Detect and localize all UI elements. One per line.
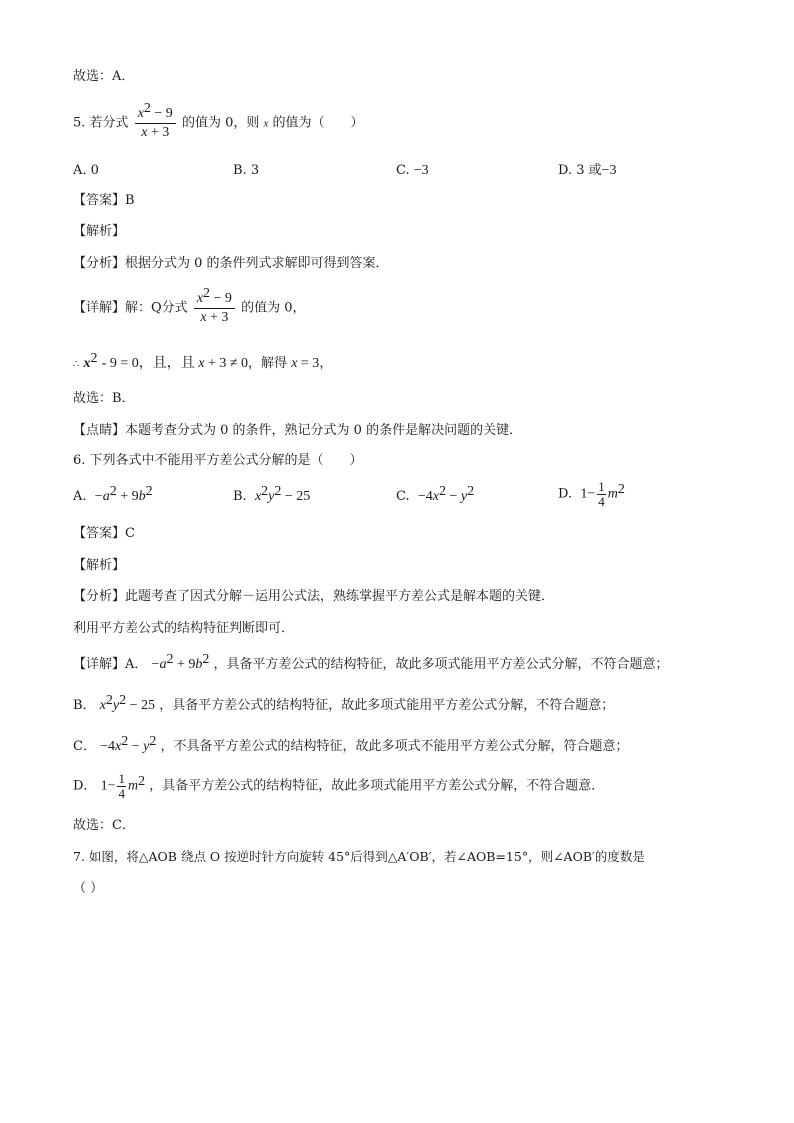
analysis-text: 【分析】此题考查了因式分解－运用公式法，熟练掌握平方差公式是解本题的关键． (73, 589, 555, 604)
detail-line: 【详解】A． $-a^2 + 9b^2$ ，具备平方差公式的结构特征，故此多项式能用平方差公式分解，不符合题意； (73, 652, 669, 672)
text-line: 故选：B． (73, 391, 135, 406)
detail-line: C． $-4x^2 - y^2$ ，不具备平方差公式的结构特征，故此多项式不能用平方差公式分解，符合题意； (73, 734, 629, 754)
answer-label: 【答案】B (73, 193, 135, 208)
text-line: 故选：A． (73, 69, 135, 84)
therefore-line: ∴ $x^2 - 9 = 0$，且，且 x + 3 ≠ 0，解得 x = 3， (73, 351, 333, 371)
option-b: B. 3 (233, 163, 260, 178)
fraction: $\frac{x^2 - 9}{x + 3}$ (194, 291, 235, 326)
detail-line: 【详解】解：Q分式 $\frac{x^2 - 9}{x + 3}$ 的值为 0， (73, 286, 306, 325)
q5-suffix: 的值为 0，则 (181, 115, 260, 131)
analysis-text: 【分析】根据分式为 0 的条件列式求解即可得到答案． (73, 256, 389, 271)
q6-option-c: C. $-4x^2 - y^2$ (396, 484, 475, 504)
question-5 (73, 101, 364, 141)
q5-prefix: 5. 若分式 (73, 115, 129, 131)
text-line: 故选：C． (73, 818, 135, 833)
analysis-text: 利用平方差公式的结构特征判断即可． (73, 621, 295, 636)
fraction: $\frac{x^2 - 9}{x + 3}$ (135, 106, 176, 141)
analysis-label: 【解析】 (73, 558, 126, 573)
option-d: D. 3 或−3 (558, 163, 617, 178)
question-7-bracket: （ ） (73, 881, 104, 896)
question-6: 6. 下列各式中不能用平方差公式分解的是（ ） (73, 453, 363, 468)
q6-option-d: D. 1− $\frac{1}{4}$ $m^2$ (558, 479, 625, 509)
option-c: C. −3 (396, 163, 429, 178)
detail-line: D． 1− $\frac{1}{4}$ $m^2$ ，具备平方差公式的结构特征，故此多项式能用平方差公式分解，不符合题意． (73, 771, 605, 801)
q6-option-a: A. $-a^2 + 9b^2$ (73, 484, 153, 504)
q6-option-b: B. $x^2y^2 - 25$ (233, 484, 311, 504)
q5-var: x (263, 117, 269, 130)
detail-line: B． $x^2y^2 - 25$ ，具备平方差公式的结构特征，故此多项式能用平方差公式分解，不符合题意； (73, 693, 615, 713)
option-a: A. 0 (73, 163, 99, 178)
answer-label: 【答案】C (73, 526, 135, 541)
question-7: 7. 如图，将△AOB 绕点 O 按逆时针方向旋转 45°后得到△A′OB′，若∠AOB=15°，则∠AOB′的度数是 (73, 849, 645, 864)
q5-tail: 的值为（ ） (272, 115, 364, 131)
review-text: 【点睛】本题考查分式为 0 的条件，熟记分式为 0 的条件是解决问题的关键． (73, 423, 523, 438)
analysis-label: 【解析】 (73, 224, 126, 239)
